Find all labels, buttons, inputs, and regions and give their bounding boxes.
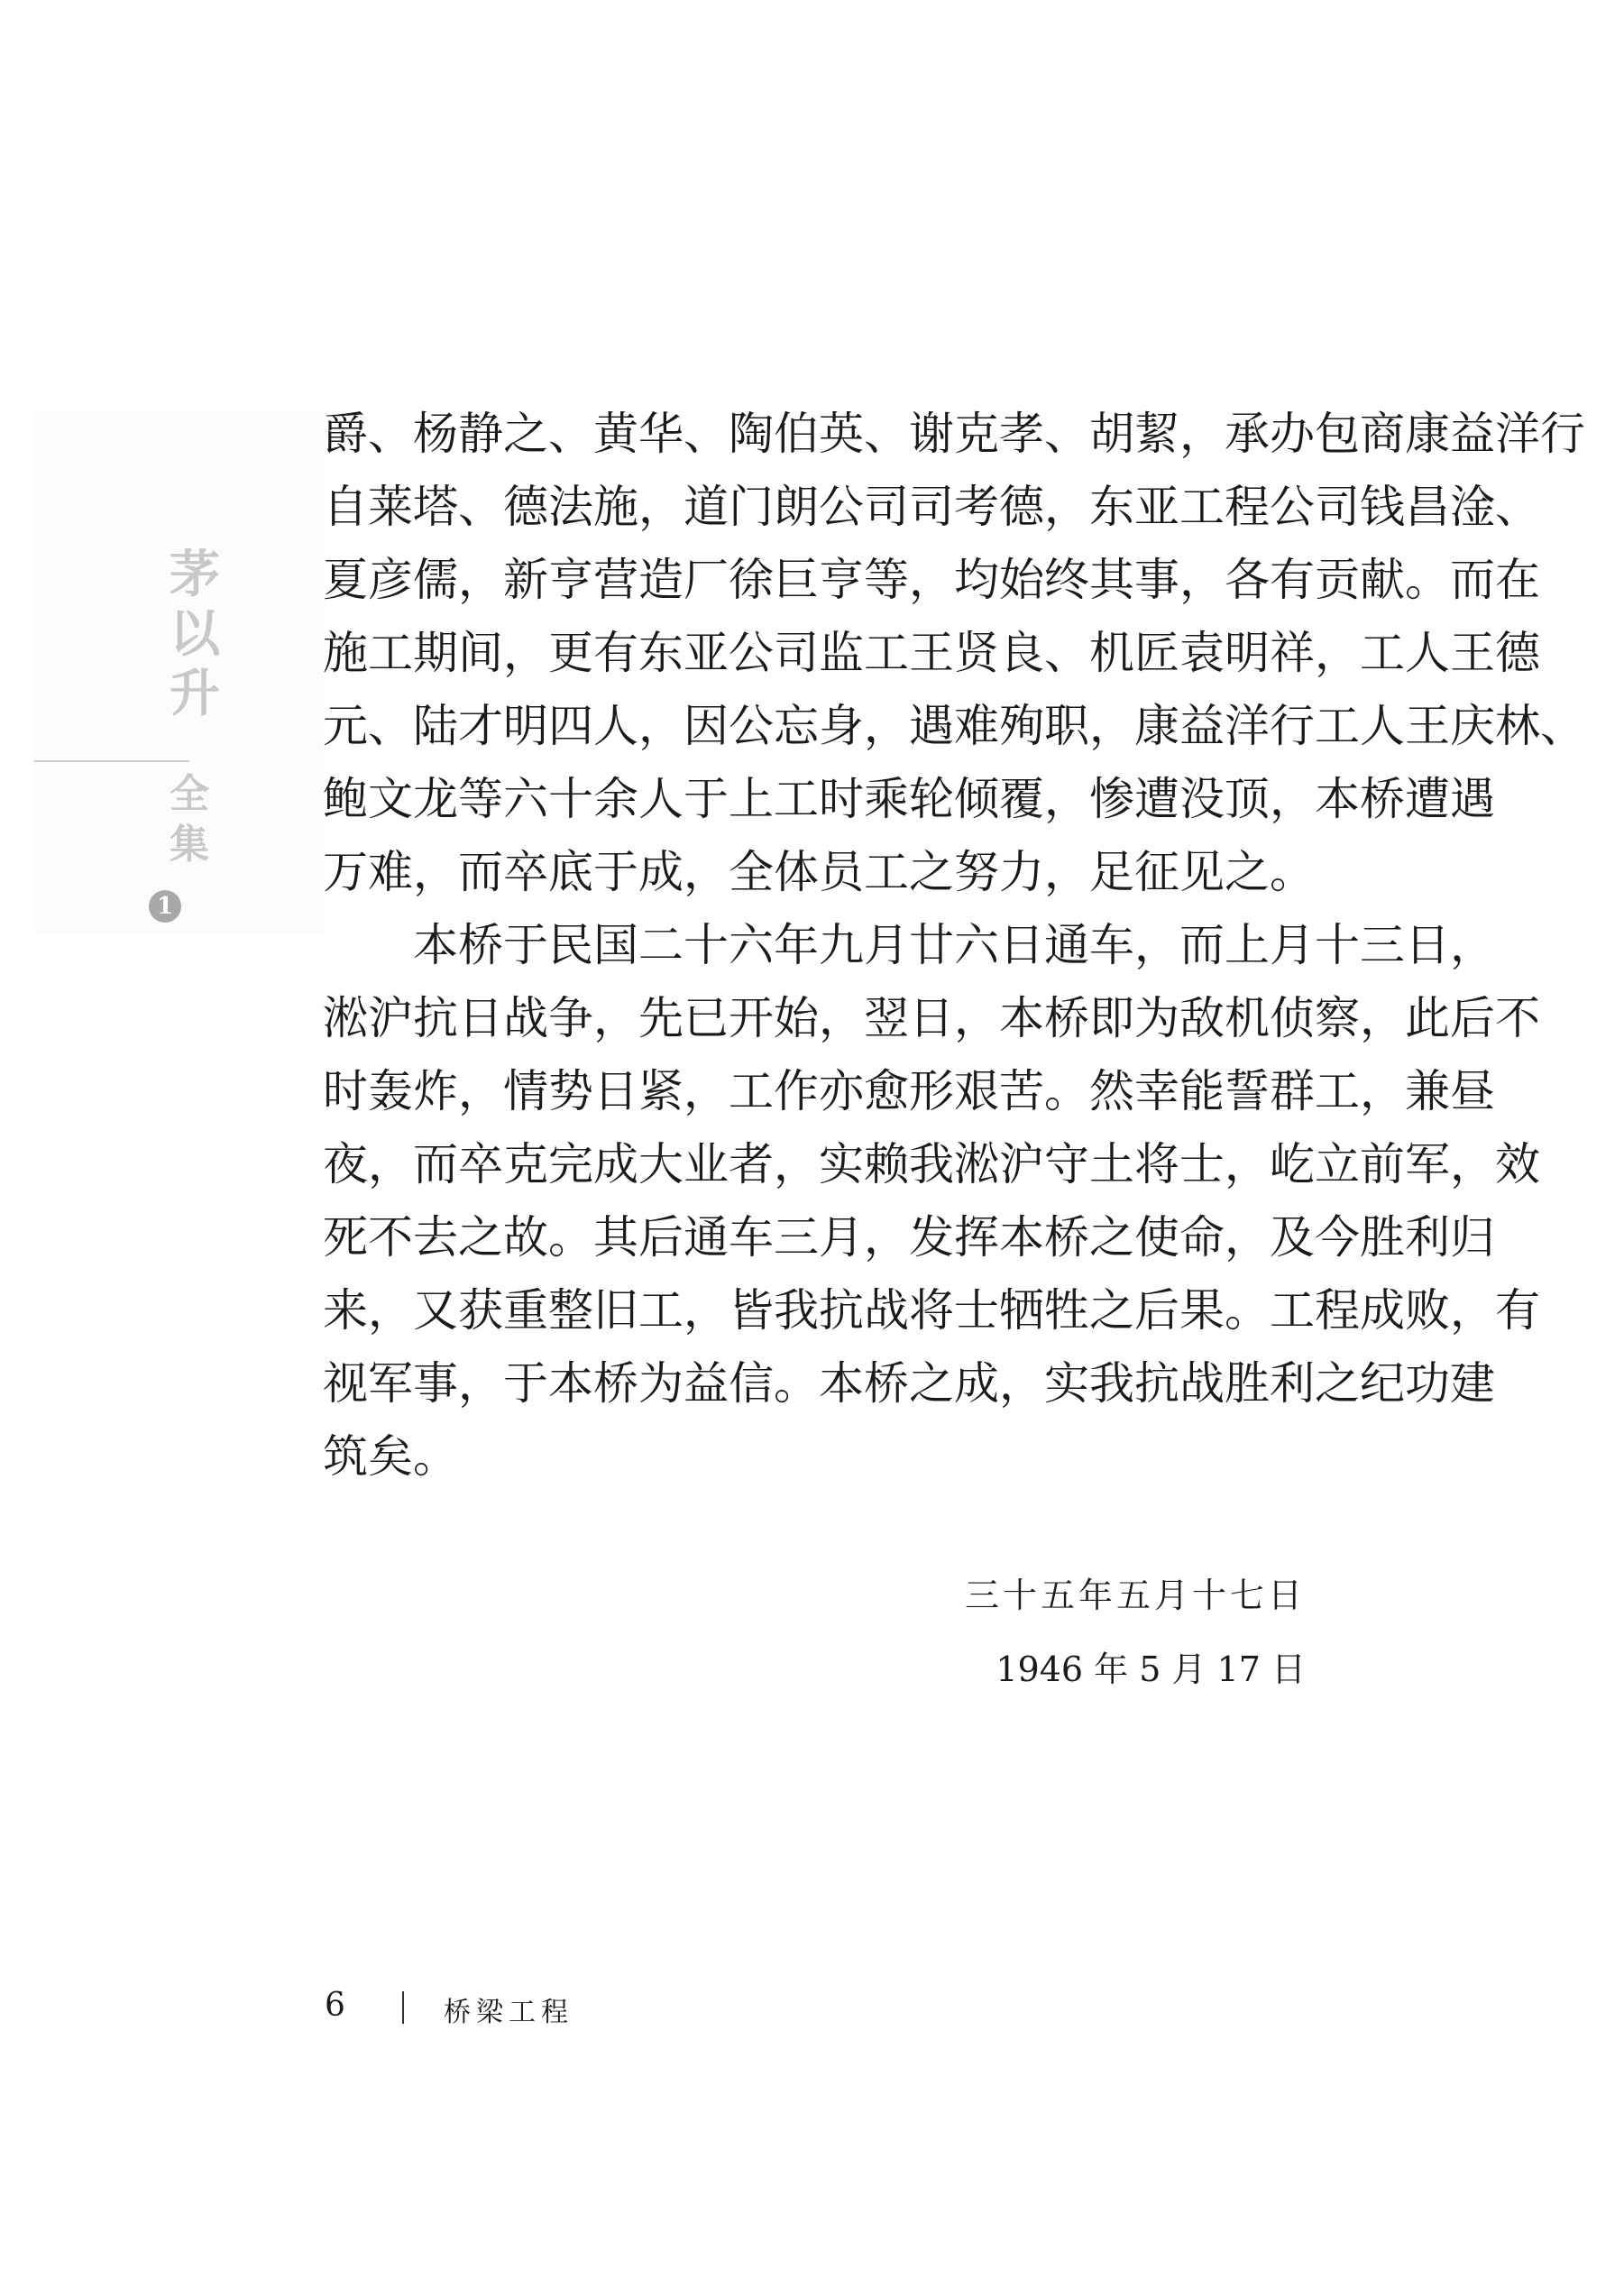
page-number: 6 xyxy=(325,1987,345,2024)
text-line: 死不去之故。其后通车三月，发挥本桥之使命，及今胜利归 xyxy=(323,1211,1495,1264)
text-line: 来，又获重整旧工，皆我抗战将士牺牲之后果。工程成败，有 xyxy=(323,1284,1540,1337)
text-line: 夏彦儒，新亨营造厂徐巨亨等，均始终其事，各有贡献。而在 xyxy=(323,554,1540,606)
series-name-char: 升 xyxy=(170,665,220,723)
body-text xyxy=(323,398,1585,1493)
text-line: 时轰炸，情势日紧，工作亦愈形艰苦。然幸能誓群工，兼昼 xyxy=(323,1065,1495,1117)
series-suffix-char: 集 xyxy=(170,822,209,868)
section-title: 桥梁工程 xyxy=(444,1997,573,2028)
footer-divider xyxy=(402,1991,404,2024)
text-line: 鲍文龙等六十余人于上工时乘轮倾覆，惨遭没顶，本桥遭遇 xyxy=(323,773,1495,825)
date-western: 1946 年 5 月 17 日 xyxy=(996,1650,1306,1689)
series-name-char: 以 xyxy=(170,605,220,664)
text-line: 视军事，于本桥为益信。本桥之成，实我抗战胜利之纪功建 xyxy=(323,1357,1495,1410)
date-chinese: 三十五年五月十七日 xyxy=(964,1576,1306,1615)
series-sidebar xyxy=(34,410,325,933)
text-line: 元、陆才明四人，因公忘身，遇难殉职，康益洋行工人王庆林、 xyxy=(323,700,1585,752)
text-line: 本桥于民国二十六年九月廿六日通车，而上月十三日， xyxy=(413,919,1495,971)
text-line: 爵、杨静之、黄华、陶伯英、谢克孝、胡絜，承办包商康益洋行 xyxy=(323,408,1585,460)
sidebar-divider xyxy=(34,760,189,762)
text-line: 夜，而卒克完成大业者，实赖我淞沪守土将士，屹立前军，效 xyxy=(323,1138,1540,1190)
series-name-char: 茅 xyxy=(170,546,220,604)
series-suffix-char: 全 xyxy=(170,771,209,817)
text-line: 筑矣。 xyxy=(323,1430,458,1483)
text-line: 淞沪抗日战争，先已开始，翌日，本桥即为敌机侦察，此后不 xyxy=(323,992,1540,1044)
text-line: 自莱塔、德法施，道门朗公司司考德，东亚工程公司钱昌淦、 xyxy=(323,481,1540,533)
text-line: 施工期间，更有东亚公司监工王贤良、机匠袁明祥，工人王德 xyxy=(323,627,1540,679)
text-line: 万难，而卒底于成，全体员工之努力，足征见之。 xyxy=(323,846,1315,898)
volume-badge: 1 xyxy=(149,890,181,923)
